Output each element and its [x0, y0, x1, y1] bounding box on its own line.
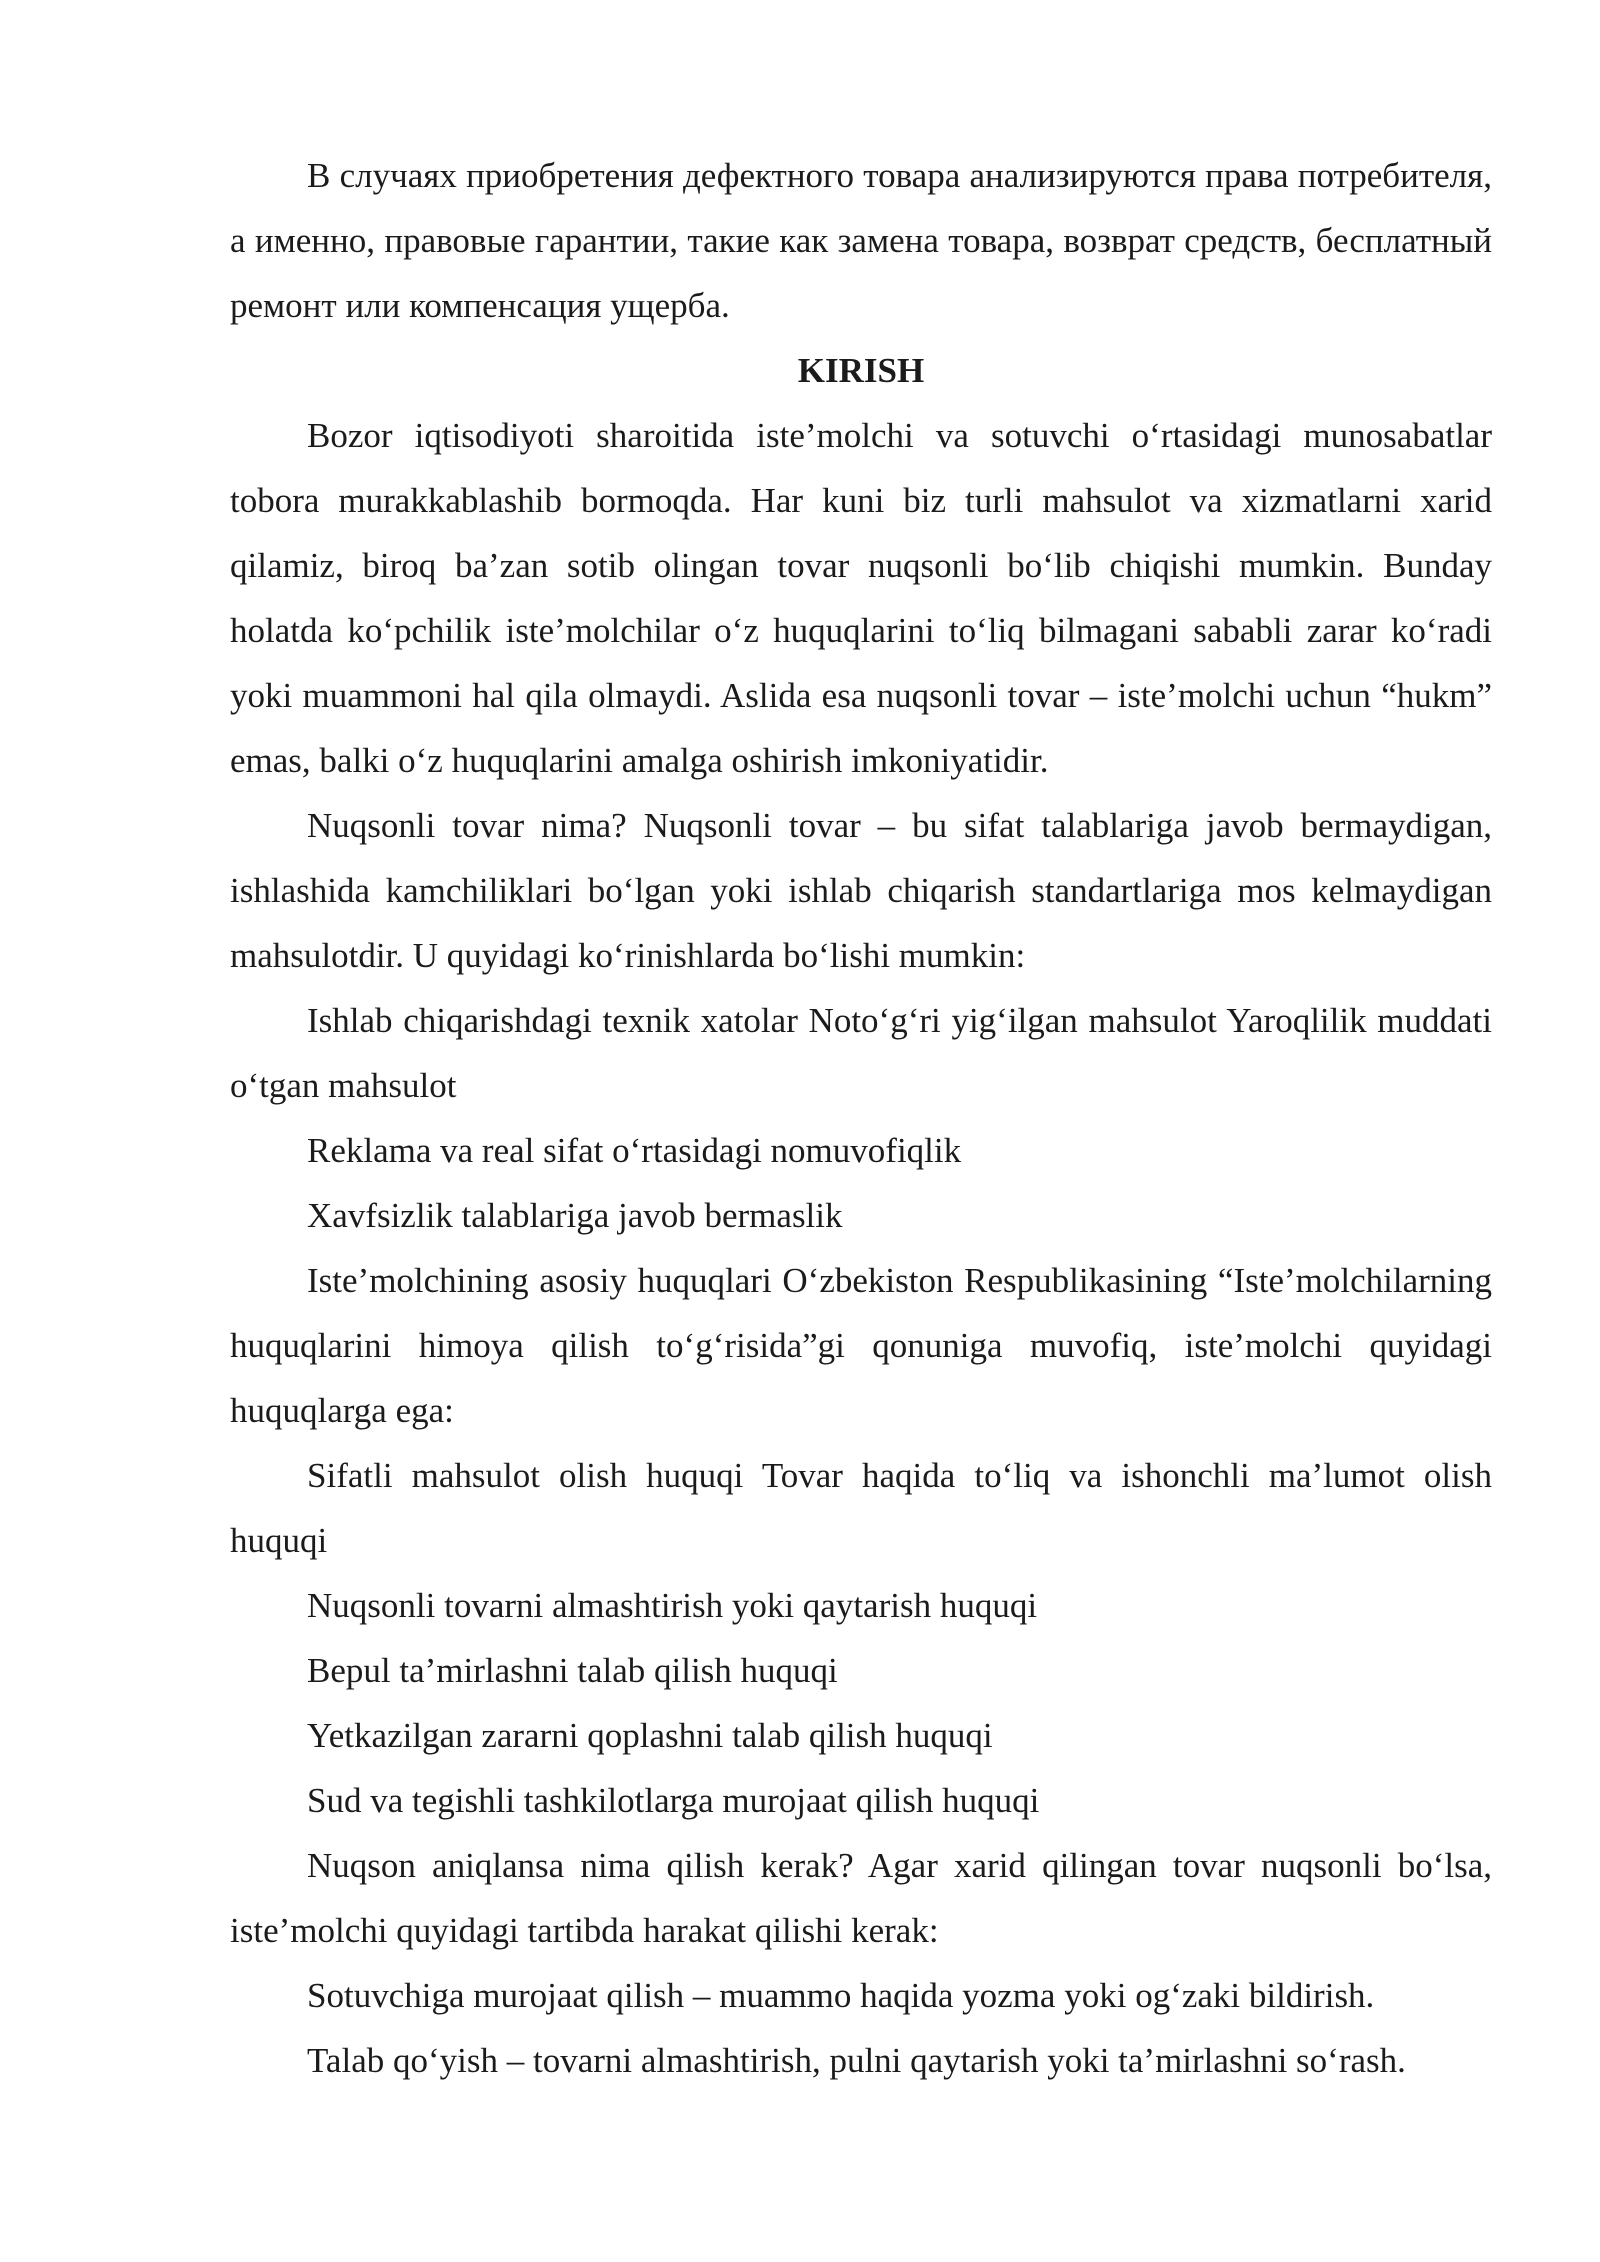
paragraph-right-compensation: Yetkazilgan zararni qoplashni talab qilish huquqi: [307, 1716, 993, 1755]
paragraph-safety-requirements: Xavfsizlik talablariga javob bermaslik: [307, 1196, 843, 1235]
paragraph-right-court: Sud va tegishli tashkilotlarga murojaat qilish huquqi: [307, 1781, 1040, 1820]
paragraph-defective-goods-definition: Nuqsonli tovar nima? Nuqsonli tovar – bu sifat talablariga javob bermaydigan, ishlashida kamchiliklari bo‘lgan yoki ishlab chiqarish standartlariga mos kelmaydigan mahsulotdir. U quyidagi ko‘rinishlarda bo‘lishi mumkin:: [230, 806, 1492, 975]
document-body: [230, 143, 1492, 2093]
paragraph-contact-seller: Sotuvchiga murojaat qilish – muammo haqida yozma yoki og‘zaki bildirish.: [307, 1976, 1375, 2015]
paragraph-consumer-rights: Iste’molchining asosiy huquqlari O‘zbekiston Respublikasining “Iste’molchilarning huquqlarini himoya qilish to‘g‘risida”gi qonuniga muvofiq, iste’molchi quyidagi huquqlarga ega:: [230, 1261, 1492, 1430]
paragraph-introduction: Bozor iqtisodiyoti sharoitida iste’molchi va sotuvchi o‘rtasidagi munosabatlar tobora murakkablashib bormoqda. Har kuni biz turli mahsulot va xizmatlarni xarid qilamiz, biroq ba’zan sotib olingan tovar nuqsonli bo‘lib chiqishi mumkin. Bunday holatda ko‘pchilik iste’molchilar o‘z huquqlarini to‘liq bilmagani sababli zarar ko‘radi yoki muammoni hal qila olmaydi. Aslida esa nuqsonli tovar – iste’molchi uchun “hukm” emas, balki o‘z huquqlarini amalga oshirish imkoniyatidir.: [230, 416, 1492, 780]
section-heading: KIRISH: [797, 351, 925, 390]
paragraph-make-demand: Talab qo‘yish – tovarni almashtirish, pulni qaytarish yoki ta’mirlashni so‘rash.: [307, 2041, 1406, 2080]
paragraph-right-free-repair: Bepul ta’mirlashni talab qilish huquqi: [307, 1651, 838, 1690]
paragraph-defect-types: Ishlab chiqarishdagi texnik xatolar Noto‘g‘ri yig‘ilgan mahsulot Yaroqlilik muddati o‘tgan mahsulot: [230, 1001, 1492, 1105]
paragraph-what-to-do: Nuqson aniqlansa nima qilish kerak? Agar xarid qilingan tovar nuqsonli bo‘lsa, iste’molchi quyidagi tartibda harakat qilishi kerak:: [230, 1846, 1492, 1950]
paragraph-right-quality-info: Sifatli mahsulot olish huquqi Tovar haqida to‘liq va ishonchli ma’lumot olish huquqi: [230, 1456, 1492, 1560]
paragraph-advertising-mismatch: Reklama va real sifat o‘rtasidagi nomuvofiqlik: [307, 1131, 962, 1170]
intro-paragraph: В случаях приобретения дефектного товара анализируются права потребителя, а именно, правовые гарантии, такие как замена товара, возврат средств, бесплатный ремонт или компенсация ущерба.: [230, 156, 1492, 325]
paragraph-right-replace-return: Nuqsonli tovarni almashtirish yoki qaytarish huquqi: [307, 1586, 1038, 1625]
